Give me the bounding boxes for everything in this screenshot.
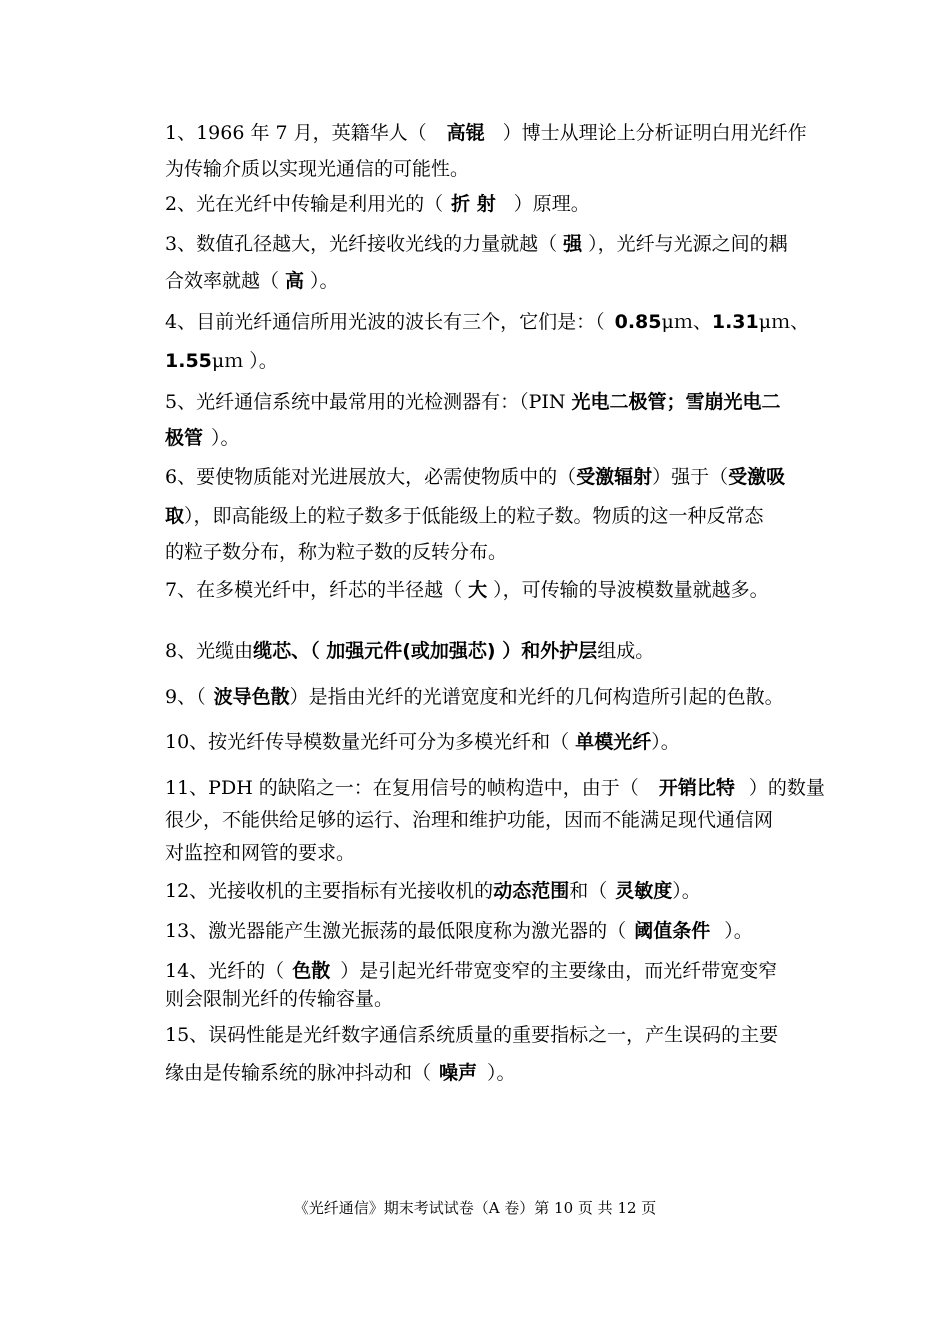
question-3-answer-2: 高 — [285, 270, 305, 292]
question-4-answer-1: 0.85 — [614, 311, 662, 333]
question-14-line-1 — [165, 959, 777, 983]
question-11-answer: 开销比特 — [658, 777, 735, 799]
question-14-text-cont: ）是引起光纤带宽变窄的主要缘由，而光纤带宽变窄 — [340, 960, 778, 982]
question-11-line-1 — [165, 776, 825, 800]
question-14-line-2 — [165, 987, 393, 1011]
question-9 — [165, 685, 784, 709]
question-14-text: 14、光纤的（ — [165, 960, 285, 982]
question-1-text-cont: ）博士从理论上分析证明白用光纤作 — [502, 122, 807, 144]
question-4-answer-3: 1.55 — [165, 350, 212, 372]
question-11-line-3 — [165, 841, 355, 865]
question-3-answer-1: 强 — [563, 233, 583, 255]
question-3-text-line-2: 合效率就越（ — [165, 270, 280, 292]
question-9-text-cont: ）是指由光纤的光谱宽度和光纤的几何构造所引起的色散。 — [289, 686, 784, 708]
question-5-text-line-2-end: ）。 — [211, 427, 240, 449]
question-5-line-2 — [165, 426, 240, 450]
question-10-text: 10、按光纤传导模数量光纤可分为多模光纤和（ — [165, 731, 570, 753]
question-3-text-cont: ），光纤与光源之间的耦 — [588, 233, 788, 255]
question-4-separator-1: 、 — [692, 311, 712, 333]
question-2-answer: 折 射 — [451, 193, 496, 215]
question-6-line-3 — [165, 540, 507, 564]
question-15-text-line-2: 缘由是传输系统的脉冲抖动和（ — [165, 1062, 432, 1084]
question-1-text: 1、1966 年 7 月，英籍华人（ — [165, 122, 427, 144]
question-8-answer: 缆芯、（ 加强元件(或加强芯) ）和外护层 — [253, 640, 598, 662]
question-11-text-cont: ）的数量 — [748, 777, 825, 799]
question-6-text-line-2: ），即高能级上的粒子数多于低能级上的粒子数。物质的这一种反常态 — [184, 505, 764, 527]
question-1-line-1 — [165, 121, 807, 145]
question-6-answer-1: 受激辐射 — [576, 466, 653, 488]
question-6-text: 6、要使物质能对光进展放大，必需使物质中的（ — [165, 466, 577, 488]
question-14-answer: 色散 — [292, 960, 331, 982]
question-11-text-line-3: 对监控和网管的要求。 — [165, 842, 356, 864]
question-11-text-line-2: 很少，不能供给足够的运行、治理和维护功能，因而不能满足现代通信网 — [165, 809, 774, 831]
question-7-text: 7、在多模光纤中，纤芯的半径越（ — [165, 579, 463, 601]
question-6-text-line-3: 的粒子数分布，称为粒子数的反转分布。 — [165, 541, 508, 563]
question-8-text-cont: 组成。 — [597, 640, 655, 662]
question-8-text: 8、光缆由 — [165, 640, 254, 662]
question-3-line-2 — [165, 269, 339, 293]
question-6-answer-2: 受激吸 — [728, 466, 786, 488]
question-10 — [165, 730, 680, 754]
question-6-text-cont: ）强于（ — [652, 466, 729, 488]
question-12-text-cont: 和（ — [569, 880, 608, 902]
question-4-unit-2: μｍ — [758, 311, 791, 333]
question-5-answer: 光电二极管；雪崩光电二 — [571, 391, 781, 413]
question-8 — [165, 639, 654, 663]
page-footer: 《光纤通信》期末考试试卷（A 卷）第 10 页 共 12 页 — [293, 1199, 657, 1217]
question-15-line-1 — [165, 1023, 778, 1047]
question-12 — [165, 879, 701, 903]
question-1-text-line-2: 为传输介质以实现光通信的可能性。 — [165, 158, 470, 180]
question-9-answer: 波导色散 — [213, 686, 290, 708]
question-11-text: 11、PDH 的缺陷之一：在复用信号的帧构造中，由于（ — [165, 777, 639, 799]
question-10-answer: 单模光纤 — [575, 731, 652, 753]
question-10-text-cont: ）。 — [651, 731, 680, 753]
question-15-text: 15、误码性能是光纤数字通信系统质量的重要指标之一，产生误码的主要 — [165, 1024, 779, 1046]
question-5-answer-cont: 极管 — [165, 427, 204, 449]
question-12-answer-1: 动态范围 — [493, 880, 570, 902]
question-6-line-2 — [165, 504, 764, 528]
question-4-text-line-2-end: ）。 — [249, 350, 278, 372]
question-7-text-cont: ），可传输的导波模数量就越多。 — [493, 579, 769, 601]
question-15-text-line-2-end: ）。 — [487, 1062, 516, 1084]
question-4-answer-2: 1.31 — [711, 311, 759, 333]
question-1-line-2 — [165, 157, 469, 181]
question-13 — [165, 919, 753, 943]
question-12-text: 12、光接收机的主要指标有光接收机的 — [165, 880, 494, 902]
question-6-answer-2-cont: 取 — [165, 505, 185, 527]
question-6-line-1 — [165, 465, 785, 489]
question-4-text: 4、目前光纤通信所用光波的波长有三个，它们是：（ — [165, 311, 605, 333]
question-4-unit-3: μｍ — [211, 350, 244, 372]
question-7 — [165, 578, 769, 602]
question-5-text: 5、光纤通信系统中最常用的光检测器有：（PIN — [165, 391, 572, 413]
question-4-line-1 — [165, 310, 809, 334]
question-4-unit-1: μｍ — [661, 311, 693, 333]
question-5-line-1 — [165, 390, 781, 414]
question-12-text-end: ）。 — [672, 880, 701, 902]
question-14-text-line-2: 则会限制光纤的传输容量。 — [165, 988, 394, 1010]
question-3-text-line-2-end: ）。 — [310, 270, 339, 292]
question-4-separator-2: 、 — [790, 311, 810, 333]
question-13-text-cont: ）。 — [724, 920, 753, 942]
question-2-text-cont: ）原理。 — [513, 193, 590, 215]
question-7-answer: 大 — [468, 579, 488, 601]
question-15-answer: 噪声 — [439, 1062, 478, 1084]
question-2 — [165, 192, 590, 216]
question-4-line-2 — [165, 349, 278, 373]
question-13-answer: 阈值条件 — [634, 920, 711, 942]
question-11-line-2 — [165, 808, 773, 832]
question-15-line-2 — [165, 1061, 516, 1085]
question-3-line-1 — [165, 232, 788, 256]
question-9-text: 9、（ — [165, 686, 206, 708]
question-3-text: 3、数值孔径越大，光纤接收光线的力量就越（ — [165, 233, 558, 255]
question-13-text: 13、激光器能产生激光振荡的最低限度称为激光器的（ — [165, 920, 627, 942]
question-2-text: 2、光在光纤中传输是利用光的（ — [165, 193, 444, 215]
question-12-answer-2: 灵敏度 — [615, 880, 673, 902]
question-1-answer: 高锟 — [446, 122, 485, 144]
